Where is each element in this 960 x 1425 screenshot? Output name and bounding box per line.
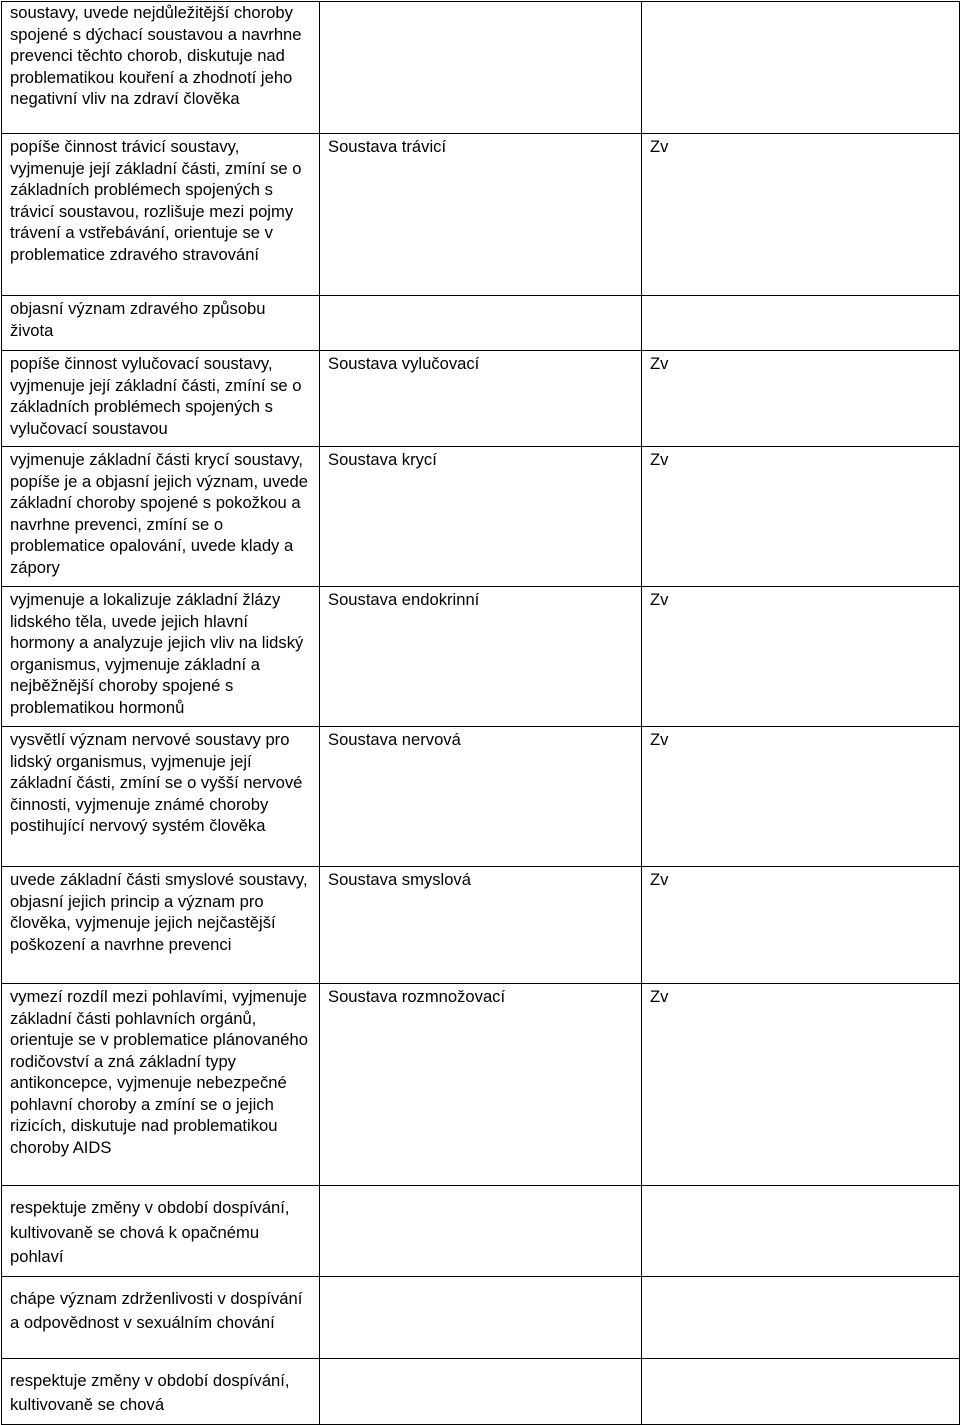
topic-cell: [320, 587, 642, 727]
outcome-cell: [2, 1276, 320, 1358]
topic-text: Soustava krycí: [328, 450, 437, 469]
table-row: [2, 1358, 960, 1424]
relation-cell: [642, 867, 960, 984]
outcome-text: vyjmenuje základní části krycí soustavy, popíše je a objasní jejich význam, uvede základní choroby spojené s pokožkou a navrhne prevenci, zmíní se o problematice opalování, uvede klady a zápory: [10, 450, 308, 577]
table-row: [2, 1276, 960, 1358]
table-row: [2, 587, 960, 727]
relation-cell: [642, 447, 960, 587]
outcome-text: soustavy, uvede nejdůležitější choroby spojené s dýchací soustavou a navrhne prevenci těchto chorob, diskutuje nad problematikou kouření a zhodnotí jeho negativní vliv na zdraví člověka: [10, 3, 302, 108]
outcome-text: respektuje změny v období dospívání, kultivovaně se chová: [10, 1370, 290, 1415]
topic-text: Soustava nervová: [328, 730, 461, 749]
outcome-text: objasní význam zdravého způsobu života: [10, 299, 266, 340]
topic-cell: [320, 1276, 642, 1358]
table-row: [2, 296, 960, 351]
topic-cell: [320, 867, 642, 984]
topic-cell: [320, 351, 642, 447]
outcome-cell: [2, 984, 320, 1186]
outcome-cell: [2, 867, 320, 984]
relation-cell: [642, 296, 960, 351]
topic-cell: [320, 134, 642, 296]
topic-text: Soustava rozmnožovací: [328, 987, 506, 1006]
table-row: [2, 727, 960, 867]
relation-cell: [642, 984, 960, 1186]
outcome-cell: [2, 2, 320, 134]
topic-cell: [320, 1358, 642, 1424]
outcome-cell: [2, 1358, 320, 1424]
outcome-cell: [2, 447, 320, 587]
outcome-text: popíše činnost trávicí soustavy, vyjmenuje její základní části, zmíní se o základních problémech spojených s trávicí soustavou, rozlišuje mezi pojmy trávení a vstřebávání, orientuje se v problematice zdravého stravování: [10, 137, 302, 264]
outcome-cell: [2, 296, 320, 351]
relation-cell: [642, 1276, 960, 1358]
outcome-text: popíše činnost vylučovací soustavy, vyjmenuje její základní části, zmíní se o základních problémech spojených s vylučovací soustavou: [10, 354, 302, 438]
relation-cell: [642, 727, 960, 867]
topic-text: Soustava trávicí: [328, 137, 447, 156]
outcome-cell: [2, 1186, 320, 1277]
topic-cell: [320, 447, 642, 587]
outcome-cell: [2, 351, 320, 447]
relation-cell: [642, 2, 960, 134]
table-row: [2, 447, 960, 587]
table-row: [2, 867, 960, 984]
outcome-text: chápe význam zdrženlivosti v dospívání a odpovědnost v sexuálním chování: [10, 1288, 303, 1333]
relation-text: Zv: [650, 987, 669, 1006]
table-row: [2, 1186, 960, 1277]
outcome-text: vysvětlí význam nervové soustavy pro lidský organismus, vyjmenuje její základní části, zmíní se o vyšší nervové činnosti, vyjmenuje známé choroby postihující nervový systém člověka: [10, 730, 303, 835]
topic-cell: [320, 984, 642, 1186]
relation-text: Zv: [650, 354, 669, 373]
relation-cell: [642, 351, 960, 447]
outcome-cell: [2, 727, 320, 867]
table-row: [2, 984, 960, 1186]
relation-cell: [642, 1186, 960, 1277]
topic-cell: [320, 2, 642, 134]
topic-text: Soustava vylučovací: [328, 354, 480, 373]
topic-text: Soustava endokrinní: [328, 590, 480, 609]
outcome-cell: [2, 134, 320, 296]
topic-text: Soustava smyslová: [328, 870, 471, 889]
curriculum-table: [1, 1, 960, 1425]
relation-text: Zv: [650, 450, 669, 469]
outcome-text: vyjmenuje a lokalizuje základní žlázy lidského těla, uvede jejich hlavní hormony a analyzuje jejich vliv na lidský organismus, vyjmenuje základní a nejběžnější choroby spojené s problematikou hormonů: [10, 590, 304, 717]
topic-cell: [320, 296, 642, 351]
relation-text: Zv: [650, 137, 669, 156]
table-row: [2, 351, 960, 447]
outcome-text: uvede základní části smyslové soustavy, objasní jejich princip a význam pro člověka, vyjmenuje jejich nejčastější poškození a navrhne prevenci: [10, 870, 308, 954]
table-row: [2, 2, 960, 134]
topic-cell: [320, 1186, 642, 1277]
outcome-text: vymezí rozdíl mezi pohlavími, vyjmenuje základní části pohlavních orgánů, orientuje se v problematice plánovaného rodičovství a zná základní typy antikoncepce, vyjmenuje nebezpečné pohlavní choroby a zmíní se o jejich rizicích, diskutuje nad problematikou choroby AIDS: [10, 987, 308, 1157]
outcome-cell: [2, 587, 320, 727]
topic-cell: [320, 727, 642, 867]
relation-text: Zv: [650, 870, 669, 889]
relation-text: Zv: [650, 590, 669, 609]
relation-text: Zv: [650, 730, 669, 749]
outcome-text: respektuje změny v období dospívání, kultivovaně se chová k opačnému pohlaví: [10, 1198, 290, 1267]
relation-cell: [642, 587, 960, 727]
relation-cell: [642, 134, 960, 296]
relation-cell: [642, 1358, 960, 1424]
table-row: [2, 134, 960, 296]
